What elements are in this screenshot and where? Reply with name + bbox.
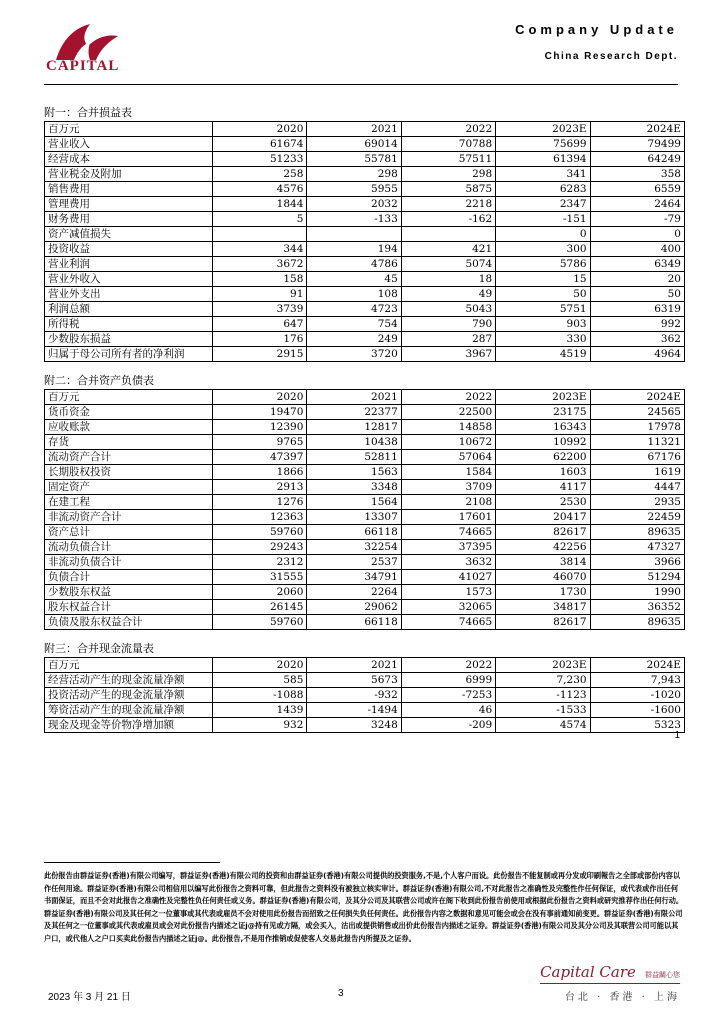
table-title: 附三：合并现金流量表	[44, 642, 154, 655]
value-cell: 7,230	[496, 673, 590, 688]
value-cell: 74665	[401, 615, 495, 630]
value-cell: 3248	[307, 718, 401, 733]
table-gap	[44, 630, 684, 642]
value-cell: 36352	[590, 600, 684, 615]
value-cell: -1020	[590, 688, 684, 703]
value-cell: 75699	[496, 137, 590, 152]
value-cell: -7253	[401, 688, 495, 703]
value-cell: 2020	[213, 658, 307, 673]
table-row	[45, 302, 685, 317]
report-type-title: Company Update	[515, 22, 678, 37]
value-cell: 3348	[307, 480, 401, 495]
value-cell: 20417	[496, 510, 590, 525]
value-cell: 3739	[213, 302, 307, 317]
value-cell: 2020	[213, 122, 307, 137]
value-cell: 82617	[496, 525, 590, 540]
value-cell: 4576	[213, 182, 307, 197]
value-cell: 2464	[590, 197, 684, 212]
value-cell: 52811	[307, 450, 401, 465]
table-row	[45, 257, 685, 272]
table-title: 附一：合并损益表	[44, 106, 132, 119]
value-cell: 17601	[401, 510, 495, 525]
value-cell: 647	[213, 317, 307, 332]
value-cell: 1276	[213, 495, 307, 510]
row-label-cell: 投资收益	[45, 242, 213, 257]
value-cell: 29062	[307, 600, 401, 615]
value-cell: 3720	[307, 347, 401, 362]
value-cell: 19470	[213, 405, 307, 420]
table-row	[45, 317, 685, 332]
value-cell: 37395	[401, 540, 495, 555]
table-row	[45, 182, 685, 197]
value-cell: 4447	[590, 480, 684, 495]
value-cell: 22459	[590, 510, 684, 525]
value-cell: 74665	[401, 525, 495, 540]
value-cell: 23175	[496, 405, 590, 420]
value-cell: 3814	[496, 555, 590, 570]
value-cell: 2915	[213, 347, 307, 362]
value-cell: 22377	[307, 405, 401, 420]
row-label-cell: 在建工程	[45, 495, 213, 510]
table-row	[45, 718, 685, 733]
value-cell: 2024E	[590, 122, 684, 137]
value-cell: 287	[401, 332, 495, 347]
value-cell: 5043	[401, 302, 495, 317]
table-row	[45, 420, 685, 435]
value-cell: 2021	[307, 658, 401, 673]
value-cell: 4723	[307, 302, 401, 317]
capital-logo	[44, 20, 136, 76]
value-cell: 249	[307, 332, 401, 347]
value-cell: 13307	[307, 510, 401, 525]
value-cell: 358	[590, 167, 684, 182]
row-label-cell: 销售费用	[45, 182, 213, 197]
row-label-cell: 非流动资产合计	[45, 510, 213, 525]
value-cell: 4117	[496, 480, 590, 495]
table-row	[45, 435, 685, 450]
value-cell: 49	[401, 287, 495, 302]
value-cell: 3709	[401, 480, 495, 495]
value-cell: 26145	[213, 600, 307, 615]
row-label-cell: 经营成本	[45, 152, 213, 167]
value-cell: 50	[590, 287, 684, 302]
value-cell: 2024E	[590, 658, 684, 673]
value-cell: 0	[496, 227, 590, 242]
table-row	[45, 227, 685, 242]
table-header-row	[45, 658, 685, 673]
capital-care-brand	[540, 962, 680, 1003]
row-label-cell: 营业税金及附加	[45, 167, 213, 182]
table-row	[45, 167, 685, 182]
row-label-cell: 负债合计	[45, 570, 213, 585]
table-row	[45, 600, 685, 615]
value-cell: 5955	[307, 182, 401, 197]
value-cell: -79	[590, 212, 684, 227]
value-cell: 64249	[590, 152, 684, 167]
value-cell: 5673	[307, 673, 401, 688]
table-row	[45, 347, 685, 362]
row-label-cell: 资产减值损失	[45, 227, 213, 242]
value-cell: 585	[213, 673, 307, 688]
value-cell: 1439	[213, 703, 307, 718]
table-page-number: 1	[674, 730, 680, 741]
value-cell: 5074	[401, 257, 495, 272]
row-label-cell: 归属于母公司所有者的净利润	[45, 347, 213, 362]
value-cell: 1866	[213, 465, 307, 480]
row-label-cell: 营业外支出	[45, 287, 213, 302]
value-cell: 6999	[401, 673, 495, 688]
table-row	[45, 673, 685, 688]
value-cell: 1619	[590, 465, 684, 480]
value-cell: 1990	[590, 585, 684, 600]
brand-cities: 台北 · 香港 · 上海	[564, 992, 680, 1003]
value-cell: 2022	[401, 390, 495, 405]
value-cell: 1563	[307, 465, 401, 480]
logo-wordmark: CAPITAL	[46, 58, 120, 74]
table-row	[45, 450, 685, 465]
table-row	[45, 555, 685, 570]
value-cell: 46070	[496, 570, 590, 585]
table-header-row	[45, 122, 685, 137]
financial-tables	[44, 106, 684, 733]
table-gap	[44, 362, 684, 374]
value-cell: 362	[590, 332, 684, 347]
row-label-cell: 财务费用	[45, 212, 213, 227]
value-cell: 12817	[307, 420, 401, 435]
value-cell: 4786	[307, 257, 401, 272]
value-cell: -162	[401, 212, 495, 227]
value-cell: 67176	[590, 450, 684, 465]
value-cell: 61674	[213, 137, 307, 152]
row-label-cell: 流动资产合计	[45, 450, 213, 465]
value-cell: 50	[496, 287, 590, 302]
table-row	[45, 688, 685, 703]
value-cell: 70788	[401, 137, 495, 152]
value-cell: 108	[307, 287, 401, 302]
row-label-cell: 固定资产	[45, 480, 213, 495]
value-cell: 0	[590, 227, 684, 242]
value-cell: 10672	[401, 435, 495, 450]
value-cell: 2537	[307, 555, 401, 570]
table-row	[45, 480, 685, 495]
value-cell: 47397	[213, 450, 307, 465]
table-row	[45, 703, 685, 718]
value-cell: 66118	[307, 615, 401, 630]
value-cell: 79499	[590, 137, 684, 152]
table-row	[45, 465, 685, 480]
row-label-cell: 资产总计	[45, 525, 213, 540]
value-cell: 2218	[401, 197, 495, 212]
value-cell: -1533	[496, 703, 590, 718]
value-cell: -932	[307, 688, 401, 703]
value-cell: 57511	[401, 152, 495, 167]
value-cell: -1088	[213, 688, 307, 703]
report-header	[515, 22, 678, 62]
table-title: 附二：合并资产负债表	[44, 374, 154, 387]
row-label-cell: 存货	[45, 435, 213, 450]
row-label-cell: 投资活动产生的现金流量净额	[45, 688, 213, 703]
value-cell: 62200	[496, 450, 590, 465]
row-label-cell: 现金及现金等价物净增加额	[45, 718, 213, 733]
value-cell: 341	[496, 167, 590, 182]
table-row	[45, 540, 685, 555]
value-cell: 1584	[401, 465, 495, 480]
value-cell: 32254	[307, 540, 401, 555]
footer-page-number: 3	[338, 988, 344, 999]
value-cell: 46	[401, 703, 495, 718]
financial-table	[44, 121, 685, 362]
row-label-cell: 百万元	[45, 390, 213, 405]
value-cell: 2022	[401, 122, 495, 137]
table-row	[45, 585, 685, 600]
value-cell: 6349	[590, 257, 684, 272]
value-cell: 6319	[590, 302, 684, 317]
value-cell: 5786	[496, 257, 590, 272]
value-cell: 330	[496, 332, 590, 347]
value-cell: 400	[590, 242, 684, 257]
value-cell: 5323	[590, 718, 684, 733]
table-row	[45, 212, 685, 227]
value-cell: 2935	[590, 495, 684, 510]
value-cell: 6283	[496, 182, 590, 197]
value-cell: 176	[213, 332, 307, 347]
value-cell: 1730	[496, 585, 590, 600]
value-cell: 10438	[307, 435, 401, 450]
value-cell: 17978	[590, 420, 684, 435]
value-cell	[213, 227, 307, 242]
value-cell: -133	[307, 212, 401, 227]
financial-table	[44, 389, 685, 630]
value-cell: 6559	[590, 182, 684, 197]
value-cell: 9765	[213, 435, 307, 450]
value-cell: 18	[401, 272, 495, 287]
table-row	[45, 570, 685, 585]
value-cell: 5751	[496, 302, 590, 317]
value-cell: 45	[307, 272, 401, 287]
value-cell: 3967	[401, 347, 495, 362]
value-cell: 59760	[213, 525, 307, 540]
value-cell: 42256	[496, 540, 590, 555]
value-cell: 34791	[307, 570, 401, 585]
value-cell: 790	[401, 317, 495, 332]
value-cell: 2312	[213, 555, 307, 570]
header-divider	[44, 84, 678, 85]
value-cell: 14858	[401, 420, 495, 435]
value-cell: 51294	[590, 570, 684, 585]
table-header-row	[45, 390, 685, 405]
value-cell: 31555	[213, 570, 307, 585]
table-row	[45, 242, 685, 257]
row-label-cell: 长期股权投资	[45, 465, 213, 480]
value-cell: 3966	[590, 555, 684, 570]
table-row	[45, 495, 685, 510]
value-cell: 89635	[590, 615, 684, 630]
value-cell: 29243	[213, 540, 307, 555]
value-cell: 2020	[213, 390, 307, 405]
value-cell: 69014	[307, 137, 401, 152]
value-cell: 10992	[496, 435, 590, 450]
row-label-cell: 百万元	[45, 658, 213, 673]
value-cell	[401, 227, 495, 242]
row-label-cell: 负债及股东权益合计	[45, 615, 213, 630]
row-label-cell: 所得税	[45, 317, 213, 332]
value-cell: 4574	[496, 718, 590, 733]
value-cell: 20	[590, 272, 684, 287]
value-cell: 2108	[401, 495, 495, 510]
row-label-cell: 管理费用	[45, 197, 213, 212]
table-row	[45, 197, 685, 212]
value-cell: 2022	[401, 658, 495, 673]
value-cell: 12390	[213, 420, 307, 435]
value-cell: 91	[213, 287, 307, 302]
value-cell: -1600	[590, 703, 684, 718]
footer-date: 2023 年 3 月 21 日	[48, 992, 131, 1003]
value-cell: -1123	[496, 688, 590, 703]
row-label-cell: 百万元	[45, 122, 213, 137]
value-cell: 1603	[496, 465, 590, 480]
value-cell: -209	[401, 718, 495, 733]
row-label-cell: 经营活动产生的现金流量净额	[45, 673, 213, 688]
value-cell: 55781	[307, 152, 401, 167]
value-cell: 2024E	[590, 390, 684, 405]
financial-table	[44, 657, 685, 733]
value-cell: 51233	[213, 152, 307, 167]
value-cell: 932	[213, 718, 307, 733]
value-cell: 2530	[496, 495, 590, 510]
table-row	[45, 332, 685, 347]
value-cell: 7,943	[590, 673, 684, 688]
value-cell: 421	[401, 242, 495, 257]
department-subtitle: China Research Dept.	[544, 51, 678, 62]
value-cell: 298	[307, 167, 401, 182]
table-row	[45, 525, 685, 540]
value-cell: 11321	[590, 435, 684, 450]
brand-tagline: 群益關心您	[645, 971, 680, 979]
table-row	[45, 152, 685, 167]
disclaimer-divider	[44, 862, 220, 863]
value-cell: 59760	[213, 615, 307, 630]
value-cell: 61394	[496, 152, 590, 167]
value-cell: 4519	[496, 347, 590, 362]
table-row	[45, 287, 685, 302]
value-cell: 2023E	[496, 658, 590, 673]
table-row	[45, 510, 685, 525]
value-cell: 89635	[590, 525, 684, 540]
value-cell: 34817	[496, 600, 590, 615]
value-cell: 344	[213, 242, 307, 257]
disclaimer-text: 此份报告由群益证券(香港)有限公司编写，群益证券(香港)有限公司的投资和由群益证券(香港)有限公司提供的投资服务,不是,个人客户而设。此份报告不能复制或再分发或印刷報告之全部或部份内容以作任何用途。群益证券(香港)有限公司相信用以编写此份报告之资料可靠，但此报告之资料没有被独立核实审计。群益证券(香港)有限公司,不对此报告之准确性及完整性作任何保证，或代表或作出任何书面保证，而且不会对此报告之准确性及完整性负任何责任或义务。群益证券(香港)有限公司，及其分公司及其联营公司或许在阁下收到此份报告前使用或根据此份报告之资料或研究推荐作出任何行动。群益证券(香港)有限公司及其任何之一位董事或其代表或雇员不会对使用此份报告而招致之任何损失负任何责任。此份报告内容之数据和意见可能会或会在没有事前通知前变更。群益证券(香港)有限公司及其任何之一位董事或其代表或雇员或会对此份报告内描述之证j@持有见或方隔，或会买入，沽出或提供销售或出价此份报告内描述之证券。群益证券(香港)有限公司及其分公司及其联营公司可能以其户口，或代他人之户口买卖此份报告内描述之证j@。此份报告,不是用作推销或促使客人交易此报告内所提及之证券。	[44, 871, 684, 943]
value-cell: 2021	[307, 390, 401, 405]
value-cell: -1494	[307, 703, 401, 718]
table-row	[45, 405, 685, 420]
value-cell: 258	[213, 167, 307, 182]
row-label-cell: 少数股东权益	[45, 585, 213, 600]
value-cell: 903	[496, 317, 590, 332]
table-row	[45, 137, 685, 152]
value-cell: -151	[496, 212, 590, 227]
value-cell: 2060	[213, 585, 307, 600]
row-label-cell: 流动负债合计	[45, 540, 213, 555]
value-cell: 32065	[401, 600, 495, 615]
value-cell: 16343	[496, 420, 590, 435]
value-cell: 5	[213, 212, 307, 227]
value-cell: 3672	[213, 257, 307, 272]
value-cell: 47327	[590, 540, 684, 555]
value-cell: 24565	[590, 405, 684, 420]
table-row	[45, 272, 685, 287]
value-cell: 1564	[307, 495, 401, 510]
value-cell: 66118	[307, 525, 401, 540]
value-cell: 41027	[401, 570, 495, 585]
value-cell: 57064	[401, 450, 495, 465]
value-cell: 15	[496, 272, 590, 287]
value-cell: 2032	[307, 197, 401, 212]
value-cell: 3632	[401, 555, 495, 570]
row-label-cell: 非流动负债合计	[45, 555, 213, 570]
value-cell: 992	[590, 317, 684, 332]
value-cell: 754	[307, 317, 401, 332]
value-cell: 158	[213, 272, 307, 287]
value-cell: 2021	[307, 122, 401, 137]
row-label-cell: 利润总额	[45, 302, 213, 317]
row-label-cell: 少数股东损益	[45, 332, 213, 347]
brand-divider	[540, 983, 680, 984]
table-row	[45, 615, 685, 630]
row-label-cell: 应收账款	[45, 420, 213, 435]
value-cell: 12363	[213, 510, 307, 525]
value-cell: 82617	[496, 615, 590, 630]
value-cell: 2347	[496, 197, 590, 212]
row-label-cell: 营业收入	[45, 137, 213, 152]
row-label-cell: 股东权益合计	[45, 600, 213, 615]
row-label-cell: 营业外收入	[45, 272, 213, 287]
value-cell: 2023E	[496, 122, 590, 137]
row-label-cell: 营业利润	[45, 257, 213, 272]
value-cell: 1844	[213, 197, 307, 212]
value-cell: 298	[401, 167, 495, 182]
value-cell: 2264	[307, 585, 401, 600]
value-cell: 5875	[401, 182, 495, 197]
row-label-cell: 货币资金	[45, 405, 213, 420]
row-label-cell: 筹资活动产生的现金流量净额	[45, 703, 213, 718]
brand-script: Capital Care	[540, 963, 636, 981]
value-cell: 194	[307, 242, 401, 257]
value-cell	[307, 227, 401, 242]
value-cell: 1573	[401, 585, 495, 600]
value-cell: 2023E	[496, 390, 590, 405]
value-cell: 2913	[213, 480, 307, 495]
value-cell: 300	[496, 242, 590, 257]
value-cell: 22500	[401, 405, 495, 420]
value-cell: 4964	[590, 347, 684, 362]
